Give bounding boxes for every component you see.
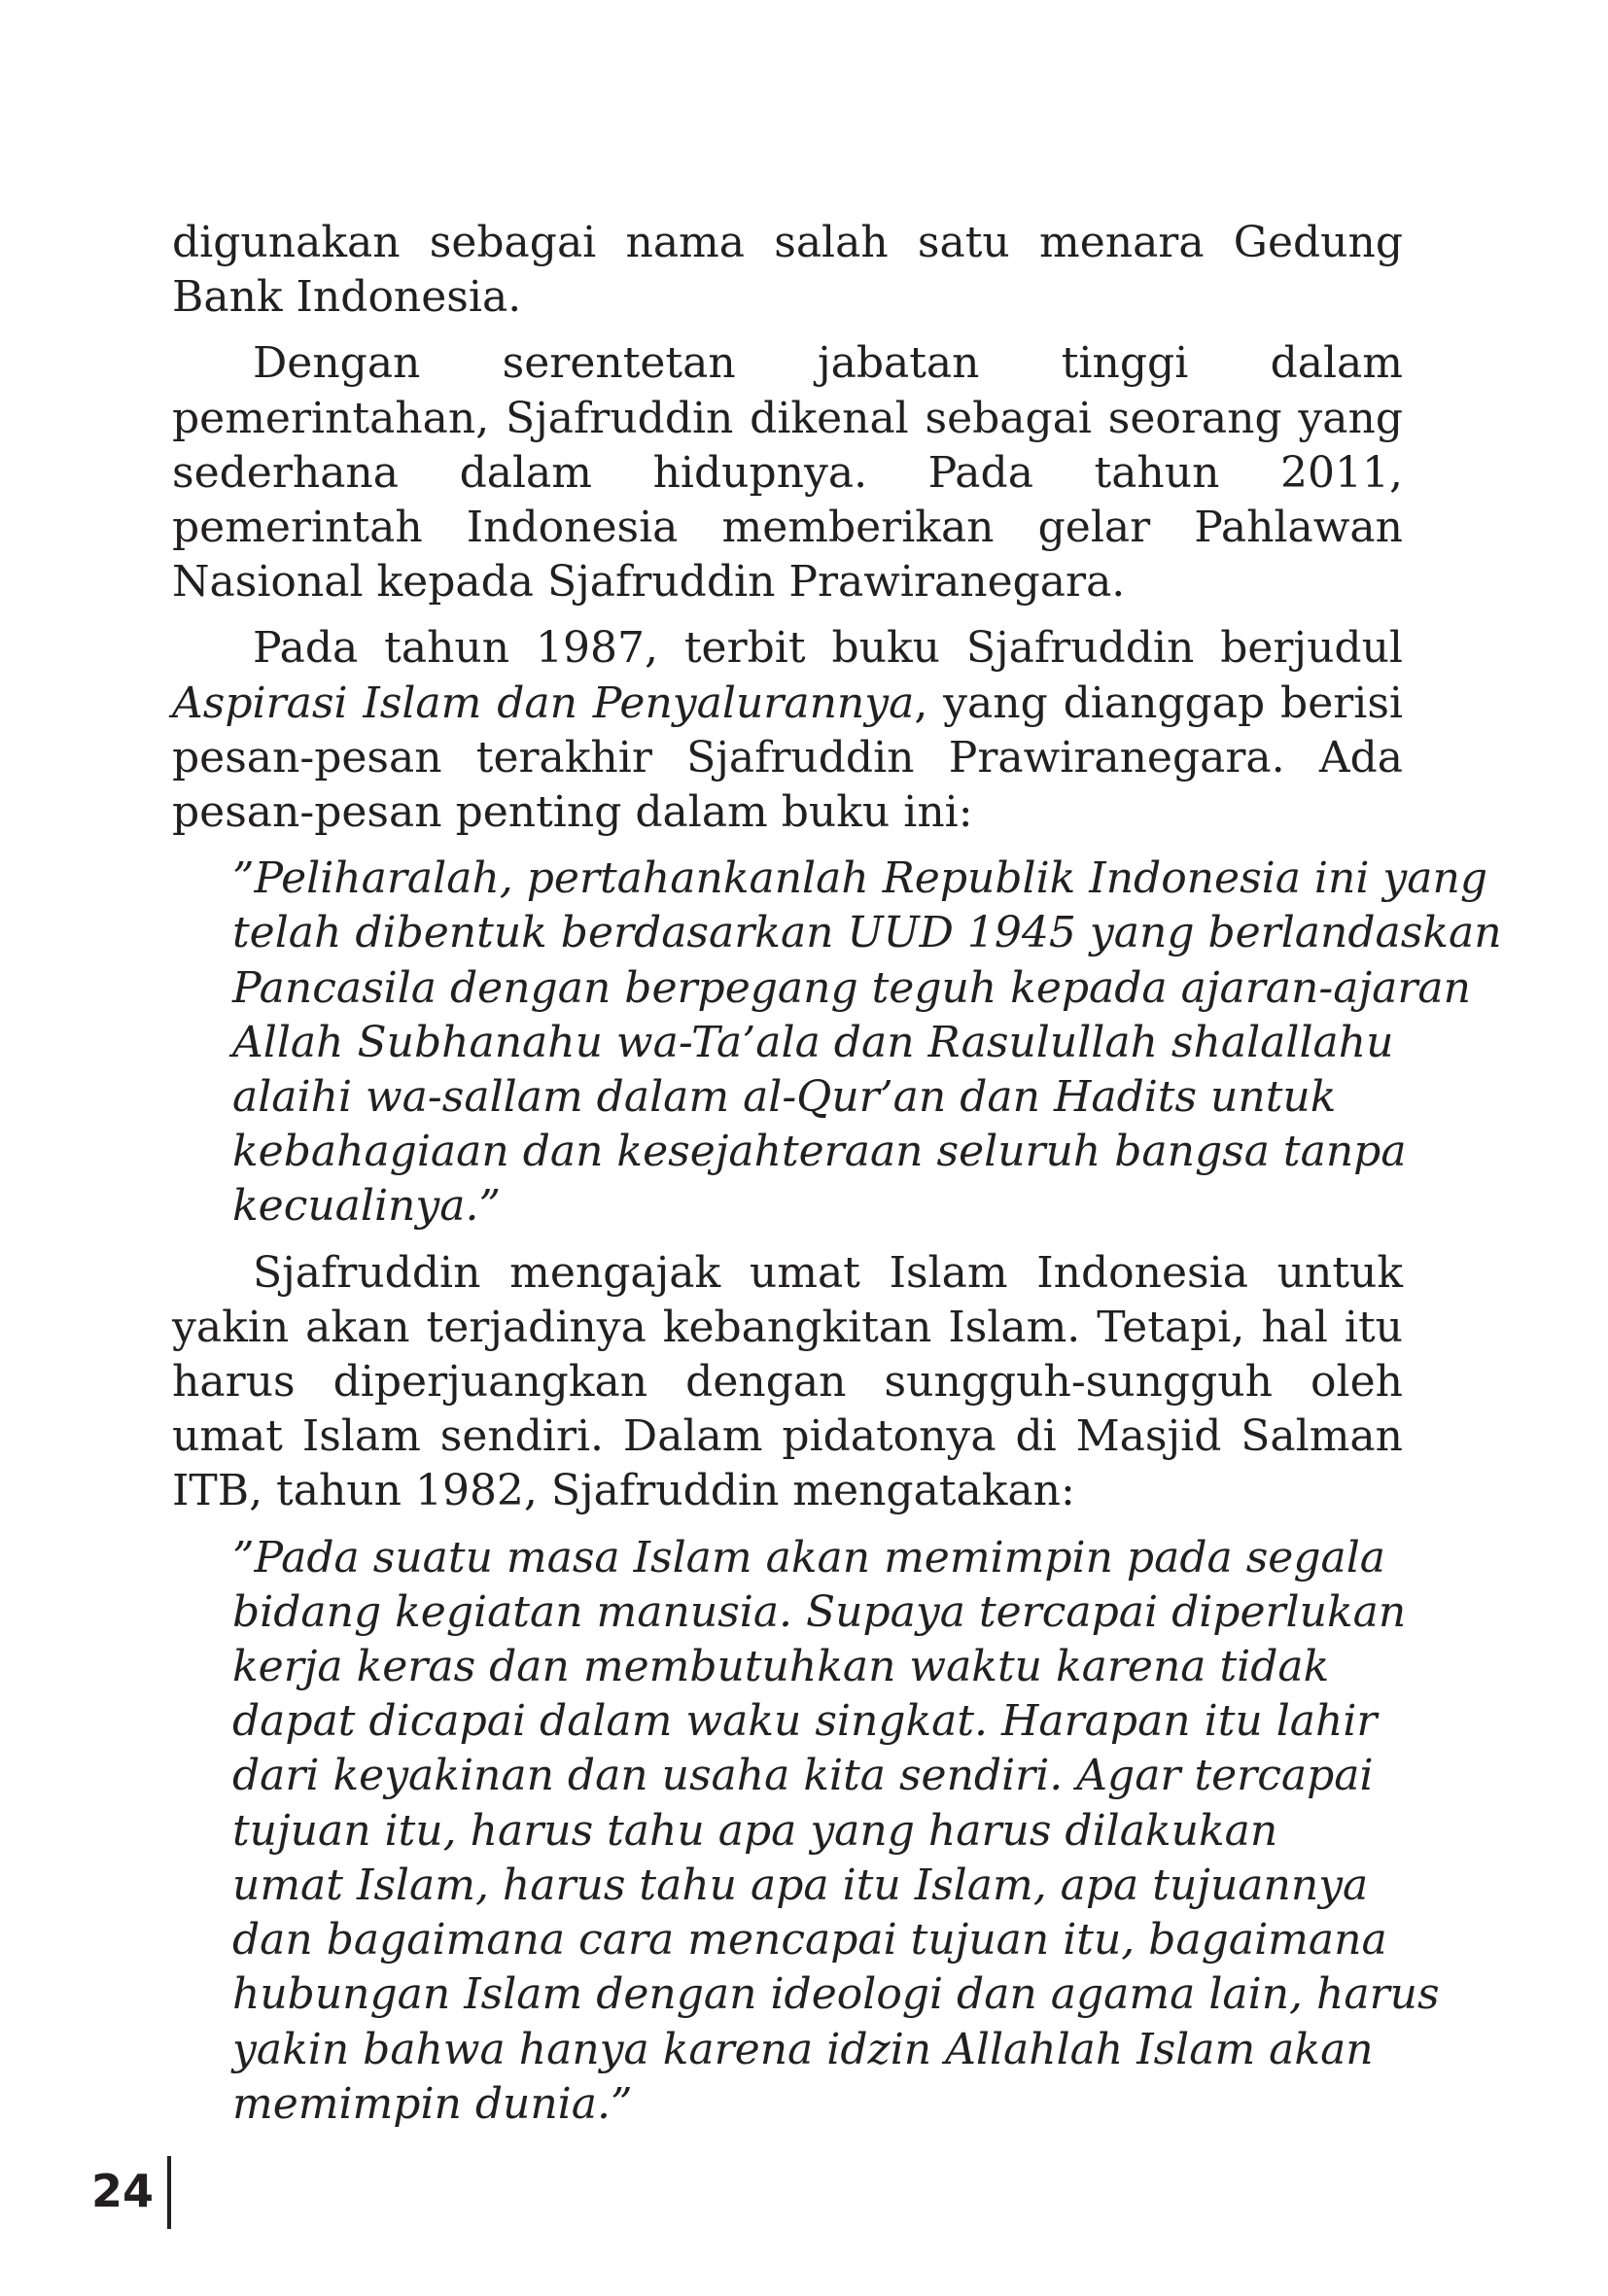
quote-speech xyxy=(232,1531,1440,2132)
quote-line: umat Islam, harus tahu apa itu Islam, apa tujuannya xyxy=(232,1860,1369,1910)
paragraph-book-intro: Pada tahun 1987, terbit buku Sjafruddin berjudul xyxy=(253,623,1403,674)
quote-line: Pancasila dengan berpegang teguh kepada ajaran-ajaran xyxy=(232,962,1471,1013)
page-number-rule xyxy=(167,2156,171,2229)
paragraph-book-rest: , yang dianggap berisi pesan-pesan terakhir Sjafruddin Prawiranegara. Ada pesan-pesan penting dalam buku ini: xyxy=(172,678,1403,838)
quote-line: dapat dicapai dalam waku singkat. Harapan itu lahir xyxy=(232,1696,1378,1747)
page-number: 24 xyxy=(91,2165,155,2217)
body-text xyxy=(172,216,1502,2143)
quote-line: telah dibentuk berdasarkan UUD 1945 yang berlandaskan xyxy=(232,908,1502,958)
quote-line: ”Pada suatu masa Islam akan memimpin pada segala xyxy=(232,1532,1386,1583)
quote-line: tujuan itu, harus tahu apa yang harus dilakukan xyxy=(232,1805,1278,1856)
paragraph-positions: Dengan serentetan jabatan tinggi dalam pemerintahan, Sjafruddin dikenal sebagai seorang yang sederhana dalam hidupnya. Pada tahun 2011, pemerintah Indonesia memberikan gelar Pahlawan Nasional kepada Sjafruddin Prawiranegara. xyxy=(172,338,1403,608)
quote-line: dan bagaimana cara mencapai tujuan itu, bagaimana xyxy=(232,1915,1387,1966)
quote-line: kecualinya.” xyxy=(232,1181,501,1232)
quote-line: Allah Subhanahu wa-Ta’ala dan Rasulullah shalallahu xyxy=(232,1017,1394,1067)
quote-line: memimpin dunia.” xyxy=(232,2078,633,2129)
quote-line: bidang kegiatan manusia. Supaya tercapai diperlukan xyxy=(232,1586,1407,1637)
paragraph-speech: Sjafruddin mengajak umat Islam Indonesia untuk yakin akan terjadinya kebangkitan Islam. Tetapi, hal itu harus diperjuangkan dengan sungguh-sungguh oleh umat Islam sendiri. Dalam pidatonya di Masjid Salman ITB, tahun 1982, Sjafruddin mengatakan: xyxy=(172,1247,1403,1516)
quote-line: dari keyakinan dan usaha kita sendiri. Agar tercapai xyxy=(232,1751,1374,1801)
book-title: Aspirasi Islam dan Penyalurannya xyxy=(172,678,915,728)
quote-line: kerja keras dan membutuhkan waktu karena tidak xyxy=(232,1642,1330,1692)
paragraph-book xyxy=(172,621,1403,840)
quote-line: ”Peliharalah, pertahankanlah Republik Indonesia ini yang xyxy=(232,853,1487,904)
quote-book-message xyxy=(232,852,1502,1234)
quote-line: alaihi wa-sallam dalam al-Qur’an dan Hadits untuk xyxy=(232,1072,1337,1123)
quote-line: hubungan Islam dengan ideologi dan agama lain, harus xyxy=(232,1969,1440,2020)
paragraph-continuation: digunakan sebagai nama salah satu menara Gedung Bank Indonesia. xyxy=(172,218,1403,323)
quote-line: kebahagiaan dan kesejahteraan seluruh bangsa tanpa xyxy=(232,1127,1407,1177)
quote-line: yakin bahwa hanya karena idzin Allahlah Islam akan xyxy=(232,2024,1374,2074)
